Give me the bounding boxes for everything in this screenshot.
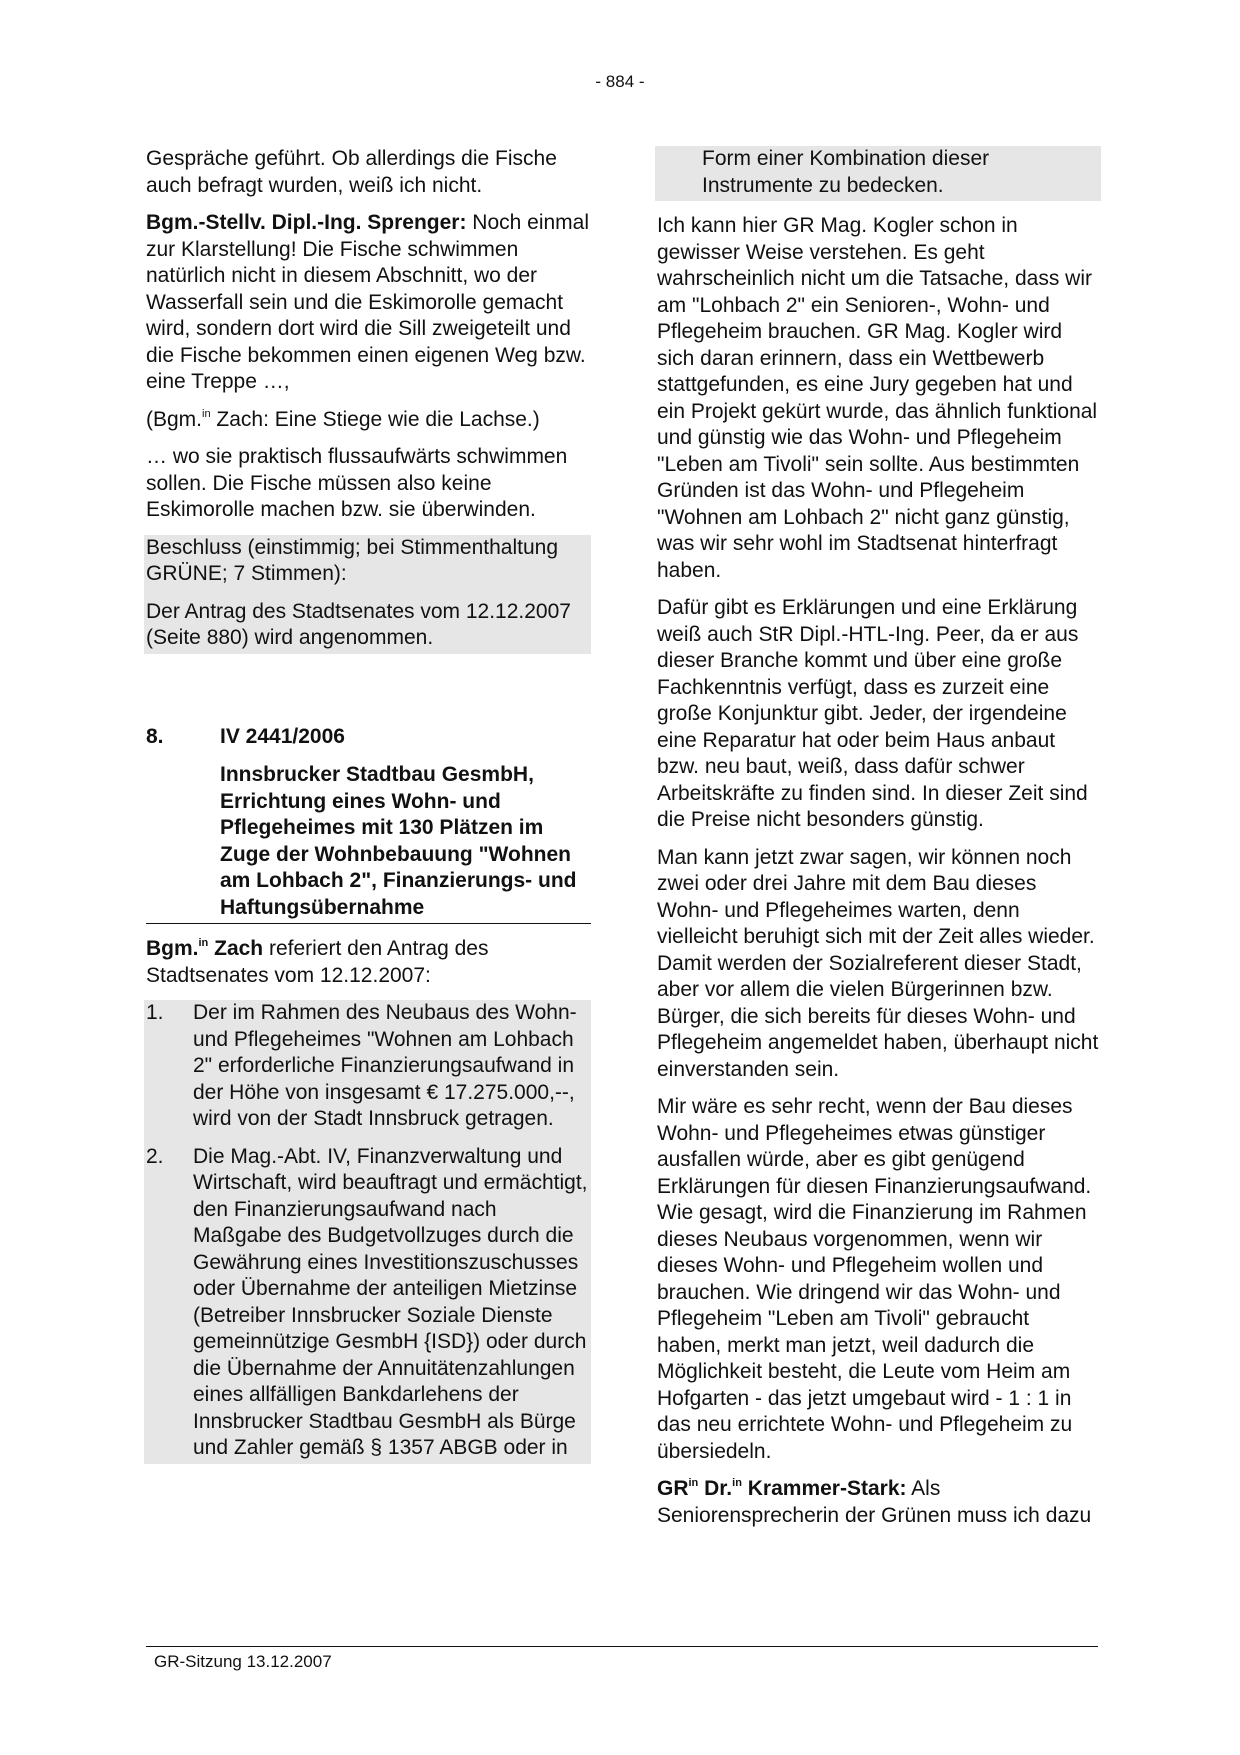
- left-column: [146, 146, 591, 1464]
- paragraph: Mir wäre es sehr recht, wenn der Bau dieses Wohn- und Pflegeheimes etwas günstiger ausfallen würde, aber es gibt genügend Erklärungen für diesen Finanzierungsaufwand. Wie gesagt, wird die Finanzierung im Rahmen dieses Neubaus vorgenommen, wenn wir dieses Wohn- und Pflegeheim wollen und brauchen. Wie dringend wir das Wohn- und Pflegeheim "Leben am Tivoli" gebraucht haben, merkt man jetzt, weil dadurch die Möglichkeit besteht, die Leute vom Heim am Hofgarten - das jetzt umgebaut wird - 1 : 1 in das neu errichtete Wohn- und Pflegeheim zu übersiedeln.: [657, 1095, 1092, 1463]
- numbered-list: [144, 1000, 591, 1464]
- resolution-text: Der Antrag des Stadtsenates vom 12.12.2007 (Seite 880) wird angenommen.: [146, 599, 571, 649]
- paragraph-sprenger: [146, 210, 591, 396]
- paragraph: … wo sie praktisch flussaufwärts schwimmen sollen. Die Fische müssen also keine Eskimorolle machen bzw. sie überwinden.: [146, 445, 568, 521]
- agenda-id: IV 2441/2006: [220, 724, 345, 748]
- resolution-heading: Beschluss (einstimmig; bei Stimmenthaltung GRÜNE; 7 Stimmen):: [146, 535, 559, 585]
- list-item: [146, 1000, 589, 1133]
- speaker-name: Bgm.-Stellv. Dipl.-Ing. Sprenger:: [146, 211, 467, 234]
- list-item: [146, 1144, 589, 1462]
- agenda-title: Innsbrucker Stadtbau GesmbH, Errichtung eines Wohn- und Pflegeheimes mit 130 Plätzen im Zuge der Wohnbebauung "Wohnen am Lohbach 2", Finanzierungs- und Haftungsübernahme: [220, 763, 577, 919]
- list-continuation: Form einer Kombination dieser Instrumente zu bedecken.: [655, 146, 1101, 201]
- paragraph: Dafür gibt es Erklärungen und eine Erklärung weiß auch StR Dipl.-HTL-Ing. Peer, da er aus dieser Branche kommt und über eine große Fachkenntnis verfügt, dass es zurzeit eine große Konjunktur gibt. Jeder, der irgendeine eine Reparatur hat oder beim Haus anbaut bzw. neu baut, weiß, dass dafür schwer Arbeitskräfte zu finden sind. In dieser Zeit sind die Preise nicht besonders günstig.: [657, 596, 1088, 831]
- list-number: 1.: [146, 1001, 164, 1024]
- agenda-item: [146, 724, 591, 925]
- right-column: [657, 146, 1099, 1540]
- speaker-name: $GR^{in}$ Dr.$^{in}$ Krammer-Stark:: [657, 1477, 907, 1500]
- paragraph-krammer-stark: [657, 1476, 1099, 1529]
- paragraph: Gespräche geführt. Ob allerdings die Fische auch befragt wurden, weiß ich nicht.: [146, 147, 557, 197]
- interjection-pre: (Bgm.: [146, 407, 203, 431]
- intro-paragraph: [146, 936, 591, 989]
- list-text: Die Mag.-Abt. IV, Finanzverwaltung und Wirtschaft, wird beauftragt und ermächtigt, den Finanzierungsaufwand nach Maßgabe des Budgetvollzuges durch die Gewährung eines Investitionszuschusses oder Übernahme der anteiligen Mietzinse (Betreiber Innsbrucker Soziale Dienste gemeinnützige GesmbH {ISD}) oder durch die Übernahme der Annuitätenzahlungen eines allfälligen Bankdarlehens der Innsbrucker Stadtbau GesmbH als Bürge und Zahler gemäß § 1357 ABGB oder in: [193, 1144, 588, 1459]
- speech-text: Als Seniorensprecherin der Grünen muss ich dazu: [657, 1477, 1092, 1527]
- paragraph: Man kann jetzt zwar sagen, wir können noch zwei oder drei Jahre mit dem Bau dieses Wohn- und Pflegeheimes warten, denn vielleicht beruhigt sich mit der Zeit alles wieder. Damit werden der Sozialreferent dieser Stadt, aber vor allem die vielen Bürgerinnen bzw. Bürger, die sich bereits für dieses Wohn- und Pflegeheim angemeldet haben, überhaupt nicht einverstanden sein.: [657, 845, 1099, 1081]
- interjection-post: Zach: Eine Stiege wie die Lachse.): [210, 407, 540, 431]
- resolution-block: [144, 535, 591, 654]
- list-number: 2.: [146, 1144, 164, 1168]
- speaker-name: Bgm.$^{in}$ Zach: [146, 937, 264, 960]
- footer: GR-Sitzung 13.12.2007: [154, 1652, 332, 1671]
- list-text: Der im Rahmen des Neubaus des Wohn- und Pflegeheimes "Wohnen am Lohbach 2" erforderliche Finanzierungsaufwand in der Höhe von insgesamt € 17.275.000,--, wird von der Stadt Innsbruck getragen.: [193, 1001, 577, 1130]
- superscript: in: [202, 407, 211, 420]
- agenda-number: 8.: [146, 724, 164, 748]
- footer-divider: [146, 1646, 1098, 1647]
- page-number: - 884 -: [595, 72, 645, 91]
- speech-text: Noch einmal zur Klarstellung! Die Fische schwimmen natürlich nicht in diesem Abschnitt, wo der Wasserfall sein und die Eskimorolle gemacht wird, sondern dort wird die Sill zweigeteilt und die Fische bekommen einen eigenen Weg bzw. eine Treppe …,: [146, 211, 590, 393]
- intro-text: referiert den Antrag des Stadtsenates vom 12.12.2007:: [146, 937, 489, 987]
- paragraph: Ich kann hier GR Mag. Kogler schon in gewisser Weise verstehen. Es geht wahrscheinlich nicht um die Tatsache, dass wir am "Lohbach 2" ein Senioren-, Wohn- und Pflegeheim brauchen. GR Mag. Kogler wird sich daran erinnern, dass ein Wettbewerb stattgefunden, es eine Jury gegeben hat und ein Projekt gekürt wurde, das ähnlich funktional und günstig wie das Wohn- und Pflegeheim "Leben am Tivoli" sein sollte. Aus bestimmten Gründen ist das Wohn- und Pflegeheim "Wohnen am Lohbach 2" nicht ganz günstig, was wir sehr wohl im Stadtsenat hinterfragt haben.: [657, 214, 1098, 582]
- interjection: [146, 407, 591, 434]
